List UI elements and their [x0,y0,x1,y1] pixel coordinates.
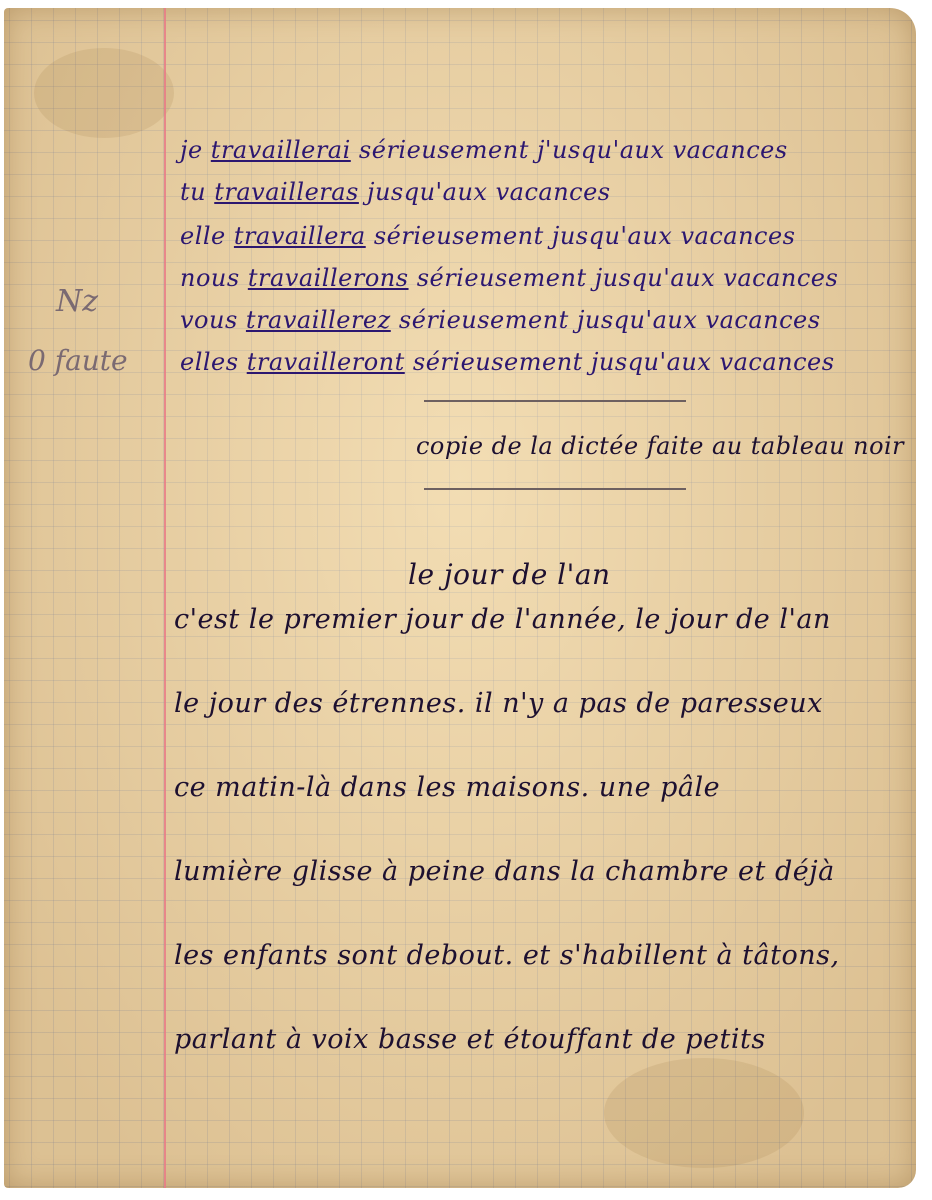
dictation-line: parlant à voix basse et étouffant de petits [174,1024,766,1055]
conjugation-rest: sérieusement jusqu'aux vacances [398,306,821,334]
conjugation-verb: travaillerons [247,264,409,292]
notebook-page [4,8,916,1188]
conjugation-rest: sérieusement j'usqu'aux vacances [358,136,788,164]
dictation-line: c'est le premier jour de l'année, le jour de l'an [174,604,831,635]
conjugation-subject: vous [180,306,238,334]
conjugation-rest: sérieusement jusqu'aux vacances [412,348,835,376]
conjugation-subject: je [180,136,203,164]
conjugation-verb: travaillerai [210,136,351,164]
conjugation-line [180,348,835,376]
paper-stain [34,48,174,138]
dictation-title: le jour de l'an [408,558,611,591]
conjugation-rest: jusqu'aux vacances [367,178,611,206]
conjugation-verb: travailleront [246,348,405,376]
conjugation-rest: sérieusement jusqu'aux vacances [373,222,796,250]
conjugation-verb: travailleras [214,178,359,206]
conjugation-subject: tu [180,178,207,206]
paper-stain [604,1058,804,1168]
margin-line [164,8,166,1188]
conjugation-rest: sérieusement jusqu'aux vacances [416,264,839,292]
conjugation-line [180,306,821,334]
conjugation-subject: nous [180,264,240,292]
conjugation-line [180,136,788,164]
conjugation-subject: elles [180,348,239,376]
conjugation-verb: travaillerez [245,306,391,334]
conjugation-line [180,264,838,292]
dictation-heading: copie de la dictée faite au tableau noir [416,432,905,460]
faute-note: 0 faute [28,344,128,377]
conjugation-subject: elle [180,222,226,250]
dictation-line: lumière glisse à peine dans la chambre et déjà [174,856,835,887]
grade-mark: Nz [56,284,99,319]
conjugation-line [180,178,611,206]
conjugation-line [180,222,796,250]
dictation-line: ce matin-là dans les maisons. une pâle [174,772,721,803]
dictation-line: le jour des étrennes. il n'y a pas de paresseux [174,688,823,719]
conjugation-verb: travaillera [233,222,366,250]
divider-rule [424,488,686,490]
dictation-line: les enfants sont debout. et s'habillent à tâtons, [174,940,840,971]
divider-rule [424,400,686,402]
